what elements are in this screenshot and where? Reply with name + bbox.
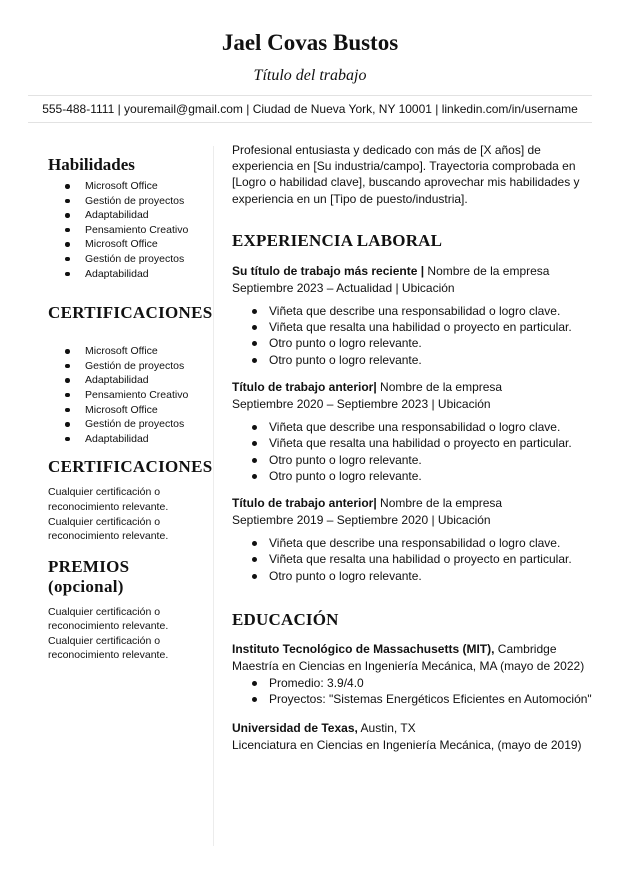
job-title-line bbox=[232, 495, 604, 512]
award-line: Cualquier certificación o bbox=[48, 634, 161, 647]
company-name: Nombre de la empresa bbox=[376, 496, 503, 511]
job-dates: Septiembre 2020 – Septiembre 2023 | Ubicación bbox=[232, 397, 491, 411]
job-bullet: Otro punto o logro relevante. bbox=[232, 352, 604, 368]
education-entry bbox=[232, 720, 604, 754]
experience-heading: EXPERIENCIA LABORAL bbox=[232, 230, 443, 250]
school-location: Austin, TX bbox=[357, 720, 416, 735]
awards-heading: PREMIOS (opcional) bbox=[48, 556, 130, 596]
contact-line: 555-488-1111 | youremail@gmail.com | Ciudad de Nueva York, NY 10001 | linkedin.com/in/username bbox=[42, 102, 578, 116]
skill-item: Microsoft Office bbox=[48, 237, 208, 252]
job-bullet: Viñeta que describe una responsabilidad o logro clave. bbox=[232, 419, 604, 435]
school-location: Cambridge bbox=[494, 642, 557, 657]
job-bullet: Viñeta que resalta una habilidad o proyecto en particular. bbox=[232, 435, 604, 451]
sidebar bbox=[48, 155, 213, 663]
certification-line: Cualquier certificación o bbox=[48, 486, 161, 499]
education-bullets bbox=[232, 675, 604, 708]
job-entry bbox=[232, 379, 604, 484]
education-entry bbox=[232, 641, 604, 708]
certification-item: Gestión de proyectos bbox=[48, 359, 208, 374]
skill-item: Pensamiento Creativo bbox=[48, 223, 208, 238]
certification-item: Microsoft Office bbox=[48, 344, 208, 359]
resume-job-title: Título del trabajo bbox=[253, 67, 367, 84]
skill-item: Adaptabilidad bbox=[48, 208, 208, 223]
skill-item: Microsoft Office bbox=[48, 179, 208, 194]
company-name: Nombre de la empresa bbox=[376, 380, 503, 394]
job-title-line bbox=[232, 379, 604, 396]
professional-summary: Profesional entusiasta y dedicado con más de [X años] de experiencia en [Su industria/campo]. Trayectoria comprobada en [Logro o habilidad clave], buscando aprovechar mis habilidades y experiencia en un [Tipo de puesto/industria]. bbox=[232, 143, 580, 206]
degree: Maestría en Ciencias en Ingeniería Mecánica, MA (mayo de 2022) bbox=[232, 659, 585, 674]
certification-item: Microsoft Office bbox=[48, 403, 208, 418]
company-name: Nombre de la empresa bbox=[424, 263, 550, 278]
job-entry bbox=[232, 495, 604, 584]
award-line: Cualquier certificación o bbox=[48, 605, 161, 618]
skill-item: Adaptabilidad bbox=[48, 267, 208, 282]
skill-item: Gestión de proyectos bbox=[48, 194, 208, 209]
job-bullets bbox=[232, 419, 604, 484]
job-title-line bbox=[232, 263, 604, 280]
awards-text bbox=[48, 605, 208, 663]
skills-list bbox=[48, 179, 208, 281]
award-line: reconocimiento relevante. bbox=[48, 649, 169, 662]
column-divider bbox=[213, 146, 214, 846]
job-bullet: Otro punto o logro relevante. bbox=[232, 335, 604, 351]
school-name: Universidad de Texas, bbox=[232, 720, 358, 735]
certification-line: Cualquier certificación o bbox=[48, 515, 161, 528]
job-dates: Septiembre 2023 – Actualidad | Ubicación bbox=[232, 280, 455, 295]
job-bullets bbox=[232, 303, 604, 368]
job-bullets bbox=[232, 535, 604, 584]
job-bullet: Viñeta que resalta una habilidad o proyecto en particular. bbox=[232, 551, 604, 567]
skills-heading: Habilidades bbox=[48, 155, 135, 174]
certification-item: Pensamiento Creativo bbox=[48, 388, 208, 403]
school-line bbox=[232, 720, 604, 737]
job-title: Título de trabajo anterior| bbox=[232, 496, 377, 511]
resume-name: Jael Covas Bustos bbox=[221, 30, 399, 55]
certification-item: Adaptabilidad bbox=[48, 432, 208, 447]
certification-item: Gestión de proyectos bbox=[48, 417, 208, 432]
job-entry bbox=[232, 263, 604, 368]
certification-line: reconocimiento relevante. bbox=[48, 530, 169, 543]
skill-item: Gestión de proyectos bbox=[48, 252, 208, 267]
job-bullet: Otro punto o logro relevante. bbox=[232, 568, 604, 584]
job-bullet: Otro punto o logro relevante. bbox=[232, 468, 604, 484]
job-bullet: Otro punto o logro relevante. bbox=[232, 452, 604, 468]
certifications-text bbox=[48, 485, 208, 543]
school-name: Instituto Tecnológico de Massachusetts (MIT), bbox=[232, 642, 495, 657]
main-content bbox=[232, 142, 604, 754]
education-bullet: Proyectos: "Sistemas Energéticos Eficientes en Automoción" bbox=[232, 691, 604, 707]
certifications-heading-2: CERTIFICACIONES bbox=[48, 457, 213, 477]
degree: Licenciatura en Ciencias en Ingeniería Mecánica, (mayo de 2019) bbox=[232, 737, 582, 752]
certification-line: reconocimiento relevante. bbox=[48, 500, 169, 513]
header-bottom-divider bbox=[28, 122, 592, 123]
job-title: Su título de trabajo más reciente | bbox=[232, 263, 425, 278]
header-top-divider bbox=[28, 95, 592, 96]
certification-item: Adaptabilidad bbox=[48, 373, 208, 388]
education-heading: EDUCACIÓN bbox=[232, 610, 339, 630]
award-line: reconocimiento relevante. bbox=[48, 620, 169, 633]
job-bullet: Viñeta que describe una responsabilidad o logro clave. bbox=[232, 535, 604, 551]
certifications-list bbox=[48, 344, 208, 446]
education-bullet: Promedio: 3.9/4.0 bbox=[232, 675, 604, 691]
school-line bbox=[232, 641, 604, 658]
job-bullet: Viñeta que describe una responsabilidad o logro clave. bbox=[232, 303, 604, 319]
job-bullet: Viñeta que resalta una habilidad o proyecto en particular. bbox=[232, 319, 604, 335]
job-title: Título de trabajo anterior| bbox=[232, 380, 377, 394]
certifications-heading: CERTIFICACIONES bbox=[48, 303, 213, 323]
job-dates: Septiembre 2019 – Septiembre 2020 | Ubicación bbox=[232, 513, 491, 528]
